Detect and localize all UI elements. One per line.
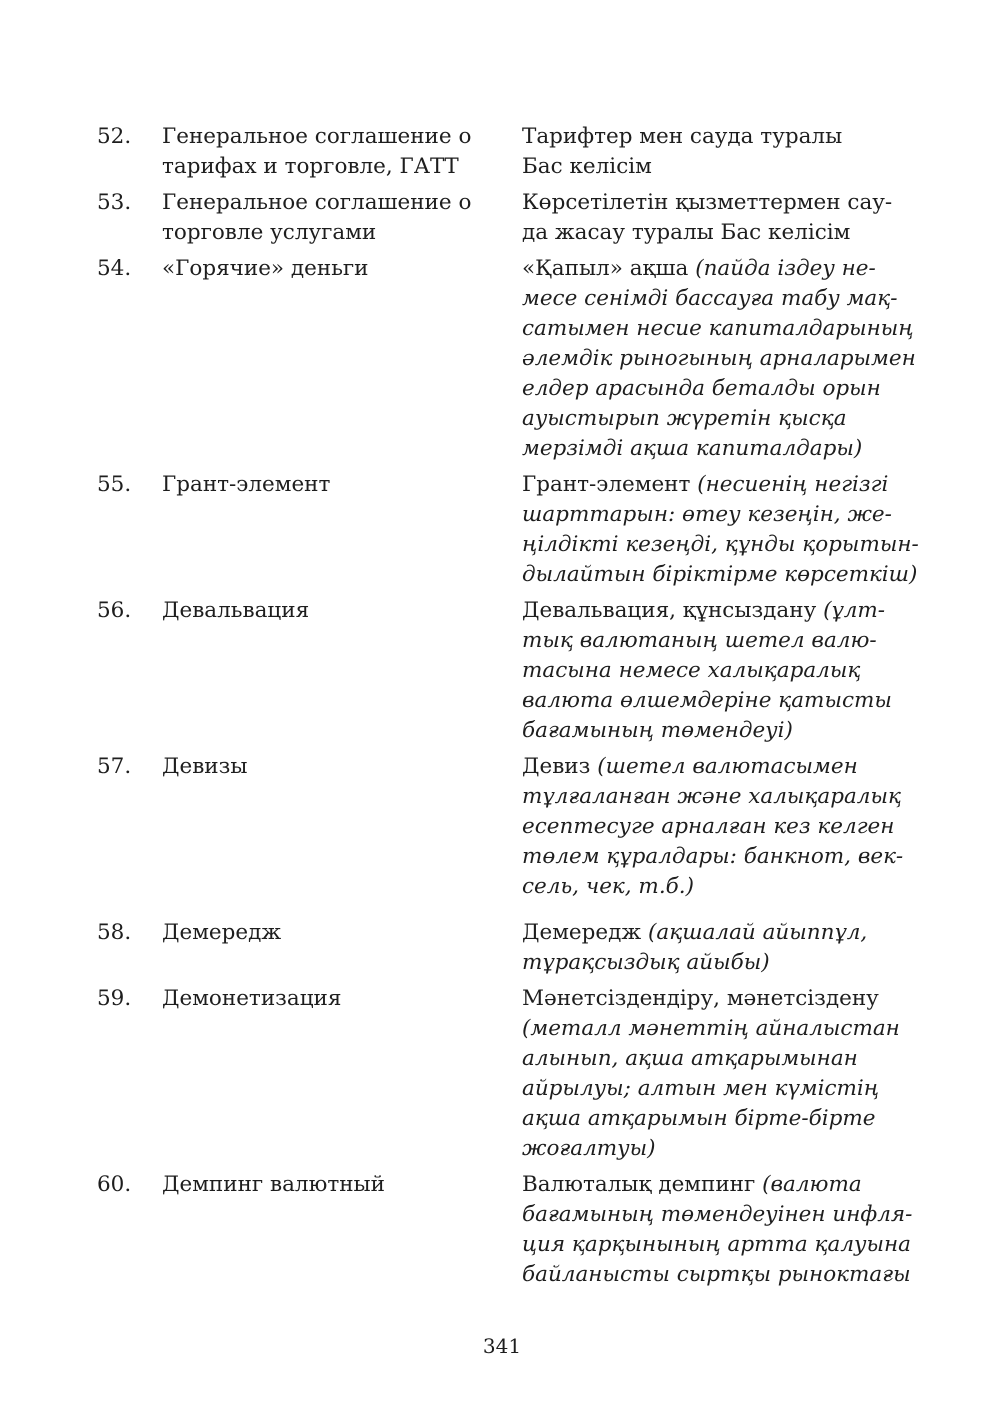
russian-term-line: Демпинг валютный [162, 1172, 385, 1197]
kazakh-definition-line [522, 626, 922, 656]
definition-explanation-text: шарттарын: өтеу кезеңін, же- [522, 502, 892, 527]
definition-explanation-text: (несиенің негізгі [697, 472, 889, 497]
kazakh-definition [522, 470, 922, 590]
glossary-entry [0, 918, 1004, 984]
russian-term [162, 122, 492, 182]
russian-term-line: Генеральное соглашение о [162, 124, 472, 149]
definition-explanation-text: дылайтын біріктірме көрсеткіш) [522, 562, 918, 587]
definition-term-text: Бас келісім [522, 154, 652, 179]
glossary-entry [0, 122, 1004, 188]
kazakh-definition-line [522, 1134, 922, 1164]
definition-explanation-text: тұлғаланған және халықаралық [522, 784, 902, 809]
definition-explanation-text: тұрақсыздық айыбы) [522, 950, 770, 975]
kazakh-definition-line [522, 596, 922, 626]
russian-term-line: торговле услугами [162, 220, 377, 245]
kazakh-definition-line [522, 1260, 922, 1290]
kazakh-definition-line [522, 254, 922, 284]
entry-number: 56. [97, 598, 132, 623]
russian-term [162, 470, 492, 500]
definition-explanation-text: айрылуы; алтын мен күмістің [522, 1076, 880, 1101]
russian-term-line: Девальвация [162, 598, 310, 623]
definition-explanation-text: есептесуге арналған кез келген [522, 814, 895, 839]
definition-explanation-text: (пайда іздеу не- [695, 256, 876, 281]
kazakh-definition [522, 1170, 922, 1290]
definition-explanation-text: сатымен несие капиталдарының [522, 316, 914, 341]
entry-number: 54. [97, 256, 132, 281]
definition-term-text: Валюталық демпинг [522, 1172, 763, 1197]
kazakh-definition-line [522, 812, 922, 842]
glossary-entry [0, 984, 1004, 1170]
kazakh-definition-line [522, 152, 922, 182]
russian-term [162, 1170, 492, 1200]
russian-term [162, 752, 492, 782]
definition-explanation-text: жоғалтуы) [522, 1136, 656, 1161]
kazakh-definition-line [522, 686, 922, 716]
russian-term-line: «Горячие» деньги [162, 256, 369, 281]
glossary-entry [0, 1170, 1004, 1296]
glossary-entries [0, 122, 1004, 1296]
kazakh-definition-line [522, 404, 922, 434]
kazakh-definition [522, 596, 922, 746]
definition-term-text: Девальвация, құнсыздану [522, 598, 824, 623]
definition-term-text: Грант-элемент [522, 472, 698, 497]
kazakh-definition [522, 122, 922, 182]
definition-term-text: Мәнетсіздендіру, мәнетсіздену [522, 986, 879, 1011]
kazakh-definition [522, 188, 922, 248]
russian-term-line: Демонетизация [162, 986, 342, 1011]
kazakh-definition-line [522, 374, 922, 404]
russian-term [162, 254, 492, 284]
definition-term-text: Тарифтер мен сауда туралы [522, 124, 843, 149]
russian-term [162, 918, 492, 948]
kazakh-definition-line [522, 872, 922, 902]
kazakh-definition-line [522, 188, 922, 218]
definition-explanation-text: ңілдікті кезеңді, құнды қорытын- [522, 532, 919, 557]
glossary-entry [0, 596, 1004, 752]
definition-explanation-text: мерзімді ақша капиталдары) [522, 436, 863, 461]
kazakh-definition-line [522, 1014, 922, 1044]
definition-term-text: Девиз [522, 754, 598, 779]
kazakh-definition [522, 254, 922, 464]
definition-explanation-text: тасына немесе халықаралық [522, 658, 861, 683]
russian-term [162, 984, 492, 1014]
kazakh-definition-line [522, 752, 922, 782]
kazakh-definition-line [522, 560, 922, 590]
definition-explanation-text: елдер арасында беталды орын [522, 376, 881, 401]
definition-explanation-text: (валюта [762, 1172, 862, 1197]
definition-explanation-text: валюта өлшемдеріне қатысты [522, 688, 892, 713]
entry-number: 55. [97, 472, 132, 497]
russian-term-line: тарифах и торговле, ГАТТ [162, 154, 459, 179]
definition-explanation-text: ақша атқарымын бірте-бірте [522, 1106, 876, 1131]
definition-explanation-text: (шетел валютасымен [597, 754, 858, 779]
definition-explanation-text: бағамының төмендеуінен инфля- [522, 1202, 913, 1227]
kazakh-definition-line [522, 284, 922, 314]
kazakh-definition-line [522, 842, 922, 872]
entry-number: 58. [97, 920, 132, 945]
russian-term-line: Грант-элемент [162, 472, 331, 497]
definition-explanation-text: (металл мәнеттің айналыстан [522, 1016, 900, 1041]
definition-explanation-text: әлемдік рыногының арналарымен [522, 346, 916, 371]
russian-term [162, 188, 492, 248]
definition-explanation-text: месе сенімді бассауға табу мақ- [522, 286, 898, 311]
kazakh-definition-line [522, 1104, 922, 1134]
kazakh-definition-line [522, 656, 922, 686]
russian-term-line: Генеральное соглашение о [162, 190, 472, 215]
glossary-entry [0, 188, 1004, 254]
russian-term-line: Девизы [162, 754, 248, 779]
kazakh-definition [522, 752, 922, 902]
kazakh-definition-line [522, 218, 922, 248]
page-number: 341 [482, 1334, 522, 1358]
kazakh-definition-line [522, 530, 922, 560]
russian-term-line: Демередж [162, 920, 282, 945]
kazakh-definition-line [522, 918, 922, 948]
definition-explanation-text: (ұлт- [823, 598, 886, 623]
definition-explanation-text: байланысты сыртқы рыноктағы [522, 1262, 911, 1287]
entry-number: 59. [97, 986, 132, 1011]
glossary-entry [0, 254, 1004, 470]
russian-term [162, 596, 492, 626]
definition-explanation-text: алынып, ақша атқарымынан [522, 1046, 858, 1071]
kazakh-definition-line [522, 500, 922, 530]
definition-explanation-text: ауыстырып жүретін қысқа [522, 406, 847, 431]
kazakh-definition-line [522, 470, 922, 500]
definition-term-text: «Қапыл» ақша [522, 256, 696, 281]
kazakh-definition-line [522, 948, 922, 978]
kazakh-definition [522, 984, 922, 1164]
kazakh-definition-line [522, 1230, 922, 1260]
kazakh-definition-line [522, 782, 922, 812]
kazakh-definition-line [522, 122, 922, 152]
kazakh-definition-line [522, 344, 922, 374]
definition-explanation-text: сель, чек, т.б.) [522, 874, 694, 899]
entry-number: 60. [97, 1172, 132, 1197]
definition-term-text: да жасау туралы Бас келісім [522, 220, 851, 245]
definition-term-text: Көрсетілетін қызметтермен сау- [522, 190, 893, 215]
glossary-entry [0, 752, 1004, 908]
definition-term-text: Демередж [522, 920, 648, 945]
kazakh-definition-line [522, 1074, 922, 1104]
kazakh-definition-line [522, 1200, 922, 1230]
definition-explanation-text: (ақшалай айыппұл, [648, 920, 868, 945]
definition-explanation-text: бағамының төмендеуі) [522, 718, 793, 743]
entry-number: 52. [97, 124, 132, 149]
kazakh-definition-line [522, 1044, 922, 1074]
kazakh-definition-line [522, 434, 922, 464]
definition-explanation-text: төлем құралдары: банкнот, век- [522, 844, 904, 869]
definition-explanation-text: ция қарқынының артта қалуына [522, 1232, 911, 1257]
kazakh-definition-line [522, 1170, 922, 1200]
definition-explanation-text: тық валютаның шетел валю- [522, 628, 877, 653]
kazakh-definition-line [522, 984, 922, 1014]
kazakh-definition-line [522, 314, 922, 344]
entry-number: 53. [97, 190, 132, 215]
entry-number: 57. [97, 754, 132, 779]
kazakh-definition-line [522, 716, 922, 746]
kazakh-definition [522, 918, 922, 978]
glossary-entry [0, 470, 1004, 596]
